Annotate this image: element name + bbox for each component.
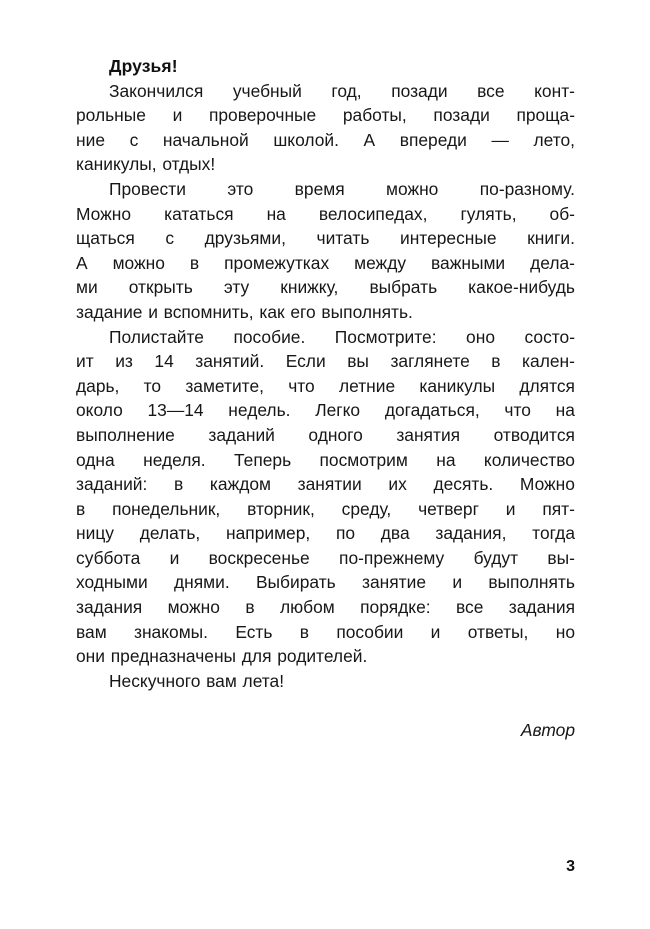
word: вторник, [247,498,315,519]
word: работы, [342,105,407,126]
text-line [76,128,575,153]
word: выполнять. [321,301,413,322]
word: рольные [76,105,146,126]
word: на [436,449,456,470]
text-line [76,202,575,227]
word: проща- [516,105,575,126]
word: каникулы, [76,154,157,175]
text-line [76,472,575,497]
word: и [172,105,183,126]
word: днями. [174,572,230,593]
word: на [555,400,575,421]
word: занятие [362,572,427,593]
page-heading: Друзья! [109,56,178,76]
word: то [143,375,162,396]
text-line [76,374,575,399]
word: вам [206,670,237,691]
word: любом [279,597,335,618]
word: начальной [162,129,249,150]
word: по-разному. [479,178,575,199]
word: Закончился [109,80,204,101]
word: заметите, [185,375,264,396]
text-line [76,570,575,595]
word: и [430,621,441,642]
word: конт- [534,80,575,101]
text-line [76,398,575,423]
word: Посмотрите: [334,326,437,347]
word: например, [226,523,311,544]
word: среду, [341,498,392,519]
word: как [259,301,285,322]
word: тогда [532,523,575,544]
word: вам [76,621,107,642]
word: вы- [547,547,575,568]
word: с [129,129,139,150]
text-line [76,226,575,251]
text-line [76,546,575,571]
word: и [148,301,158,322]
word: они [76,646,105,667]
word: задания [76,597,143,618]
word: их [388,474,407,495]
word: лета! [242,670,285,691]
word: порядке: [360,597,431,618]
word: книги. [527,228,575,249]
word: одна [76,449,115,470]
word: кататься [164,203,234,224]
word: проверочные [208,105,317,126]
word: заданий [208,424,275,445]
text-line [76,497,575,522]
text-line [76,103,575,128]
word: по [335,523,356,544]
word: отдых! [162,154,216,175]
word: что [288,375,315,396]
word: занятии [297,474,362,495]
word: ит [76,351,94,372]
word: около [76,400,123,421]
word: но [555,621,575,642]
word: А [363,129,376,150]
word: оно [466,326,495,347]
word: позади [391,80,448,101]
word: год, [331,80,362,101]
word: в [189,252,200,273]
word: лето, [533,129,575,150]
word: Можно [519,474,575,495]
word: Нескучного [109,670,201,691]
word: Провести [109,178,186,199]
word: все [477,80,505,101]
word: открыть [128,277,193,298]
word: Если [285,351,326,372]
word: и [505,498,516,519]
word: можно [167,597,220,618]
word: это [227,178,254,199]
word: все [455,597,484,618]
word: количество [483,449,575,470]
word: воскресенье [208,547,310,568]
word: родителей. [277,646,368,667]
word: друзьями, [204,228,286,249]
word: занятия [396,424,461,445]
word: ходными [76,572,148,593]
text-line [76,275,575,300]
word: Выбирать [255,572,336,593]
text-line [76,423,575,448]
word: по-прежнему [339,547,445,568]
text-line [76,152,575,177]
text-line [76,79,575,104]
word: щаться [76,228,135,249]
word: летние [338,375,396,396]
word: из [115,351,133,372]
text-line [76,448,575,473]
word: догадаться, [384,400,480,421]
word: знакомы. [133,621,208,642]
text-line [76,251,575,276]
word: понедельник, [112,498,221,519]
word: отводится [493,424,575,445]
word: 13—14 [147,400,204,421]
word: в [245,597,255,618]
word: и [452,572,463,593]
word: ницу [76,523,114,544]
text-line [76,595,575,620]
word: заданий: [76,474,148,495]
word: позади [433,105,490,126]
text-line [76,521,575,546]
word: важными [431,252,506,273]
word: два [380,523,410,544]
word: что [504,400,531,421]
word: четверг [418,498,479,519]
word: будут [473,547,519,568]
word: предназначены [110,646,237,667]
word: интересные [399,228,497,249]
word: ми [76,277,98,298]
author-signature: Автор [520,720,575,741]
word: и [169,547,180,568]
word: состо- [524,326,575,347]
word: с [165,228,175,249]
word: эту [223,277,250,298]
word: неделя. [143,449,206,470]
word: на [266,203,286,224]
word: задания, [435,523,507,544]
paragraph-browse-the-book [76,325,575,669]
word: пособие. [233,326,306,347]
word: ответы, [467,621,529,642]
page-number: 3 [566,858,575,875]
word: учебный [232,80,302,101]
word: Полистайте [109,326,204,347]
word: длятся [519,375,575,396]
word: занятий. [195,351,265,372]
text-line [76,177,575,202]
word: школой. [273,129,339,150]
text-line [76,349,575,374]
word: каждом [209,474,271,495]
word: суббота [76,547,141,568]
word: книжку, [280,277,339,298]
text-line [76,325,575,350]
word: вы [347,351,369,372]
word: дарь, [76,375,120,396]
word: об- [549,203,575,224]
word: пособии [336,621,404,642]
word: велосипедах, [318,203,428,224]
text-line [76,620,575,645]
word: задания [508,597,575,618]
word: для [241,646,272,667]
word: десять. [433,474,494,495]
text-line [76,669,575,694]
word: можно [386,178,439,199]
word: делать, [139,523,201,544]
word: ние [76,129,105,150]
paragraph-list [76,79,575,694]
word: недель. [228,400,291,421]
word: промежутках [224,252,330,273]
word: в [491,351,501,372]
word: Есть [235,621,273,642]
word: Легко [315,400,361,421]
word: впереди [399,129,467,150]
word: задание [76,301,143,322]
word: гулять, [460,203,517,224]
word: посмотрим [319,449,408,470]
paragraph-closing-wish [76,669,575,694]
word: одного [308,424,363,445]
paragraph-school-year-ended [76,79,575,177]
word: в [174,474,184,495]
word: можно [112,252,165,273]
word: пят- [542,498,575,519]
word: каникулы [419,375,496,396]
word: кален- [522,351,575,372]
word: А [76,252,88,273]
word: Можно [76,203,132,224]
text-line [76,300,575,325]
word: в [76,498,86,519]
word: в [299,621,309,642]
word: заглянете [390,351,470,372]
word: время [294,178,345,199]
paragraph-how-to-spend-time [76,177,575,325]
word: Теперь [234,449,292,470]
word: выбрать [369,277,438,298]
text-column [76,54,575,743]
word: его [290,301,316,322]
word: выполнение [76,424,175,445]
text-line [76,644,575,669]
word: какое-нибудь [468,277,575,298]
word: вспомнить, [163,301,254,322]
word: выполнять [488,572,575,593]
word: дела- [530,252,575,273]
word: между [354,252,407,273]
word: читать [316,228,370,249]
word: 14 [154,351,174,372]
word: — [491,129,509,150]
